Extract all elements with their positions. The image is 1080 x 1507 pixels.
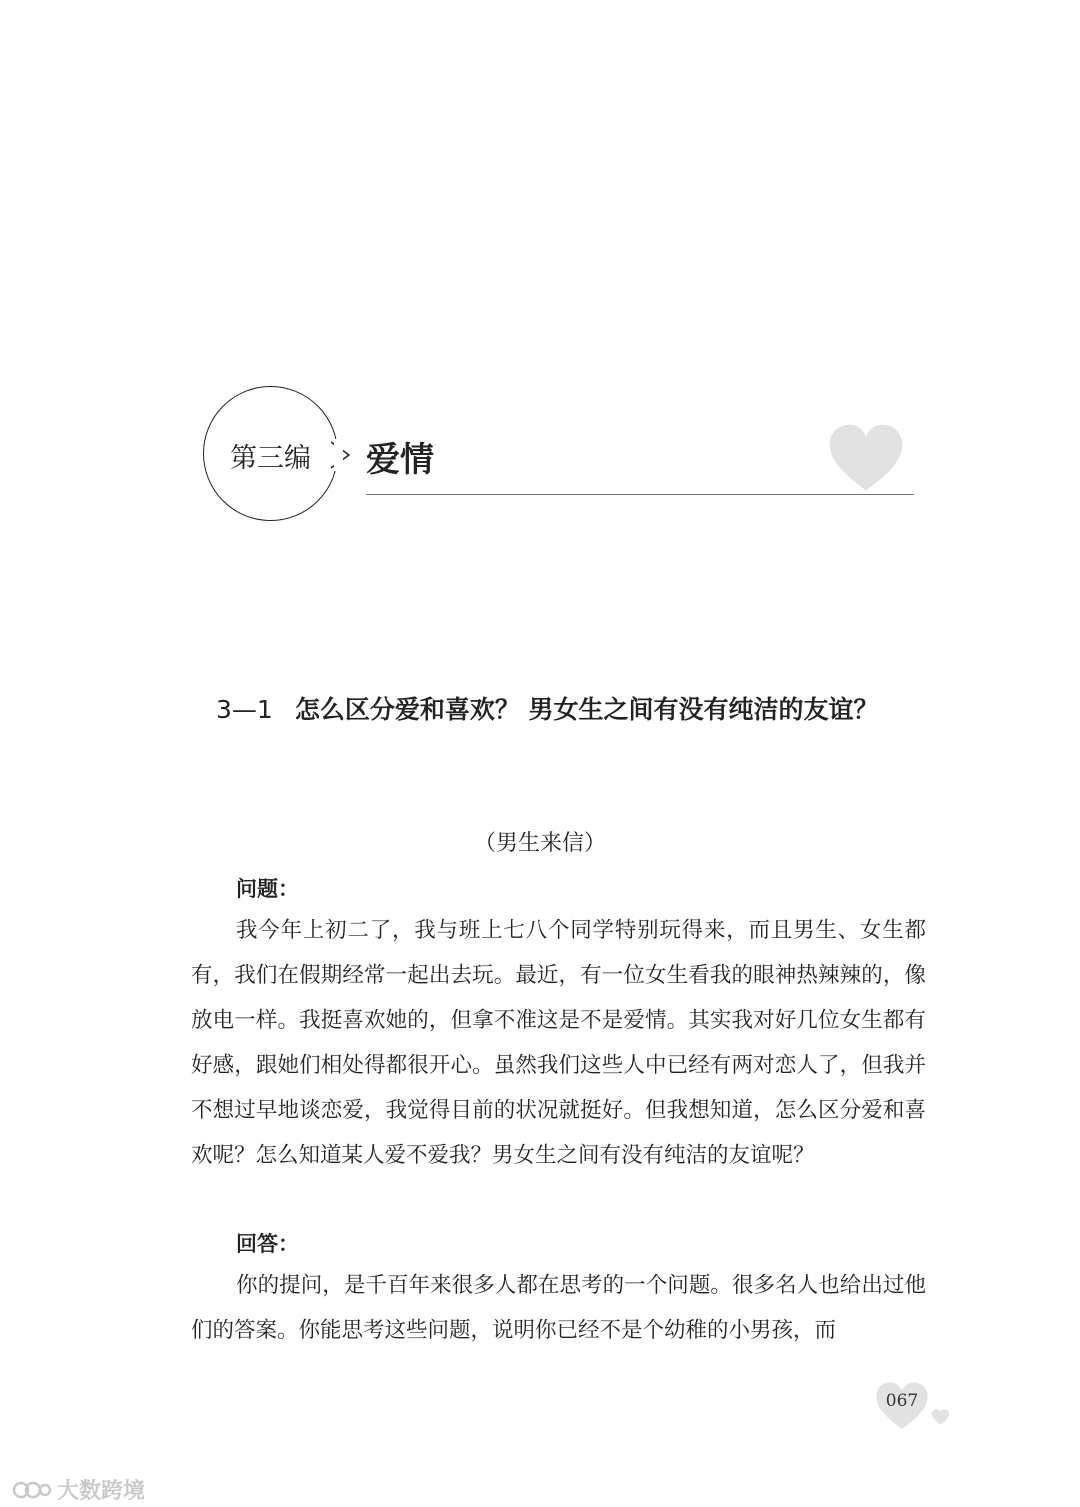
watermark: [12, 1474, 145, 1505]
part-title: 爱情: [366, 440, 434, 480]
question-label: 问题：: [236, 876, 299, 901]
answer-paragraph: 你的提问，是千百年来很多人都在思考的一个问题。很多名人也给出过他们的答案。你能思考这些问题，说明你已经不是个幼稚的小男孩，而: [191, 1273, 926, 1343]
letter-source: （男生来信）: [473, 831, 606, 856]
header-divider: [366, 494, 914, 495]
answer-label: 回答：: [236, 1231, 299, 1256]
question-paragraph: 我今年上初二了，我与班上七八个同学特别玩得来，而且男生、女生都有，我们在假期经常一起出去玩。最近，有一位女生看我的眼神热辣辣的，像放电一样。我挺喜欢她的，但拿不准这是不是爱情。其实我对好几位女生都有好感，跟她们相处得都很开心。虽然我们这些人中已经有两对恋人了，但我并不想过早地谈恋爱，我觉得目前的状况就挺好。但我想知道，怎么区分爱和喜欢呢？怎么知道某人爱不爱我？男女生之间有没有纯洁的友谊呢？: [191, 918, 926, 1168]
watermark-text: 大数跨境: [57, 1479, 146, 1504]
page-number: 067: [885, 1391, 919, 1411]
small-heart-icon: [931, 1409, 950, 1425]
watermark-logo-icon: [12, 1478, 52, 1502]
part-label: 第三编: [230, 443, 311, 474]
section-heading: [216, 690, 879, 726]
heart-icon: [826, 424, 906, 492]
section-title: 怎么区分爱和喜欢？ 男女生之间有没有纯洁的友谊？: [294, 695, 879, 724]
section-number: 3—1: [216, 695, 273, 724]
